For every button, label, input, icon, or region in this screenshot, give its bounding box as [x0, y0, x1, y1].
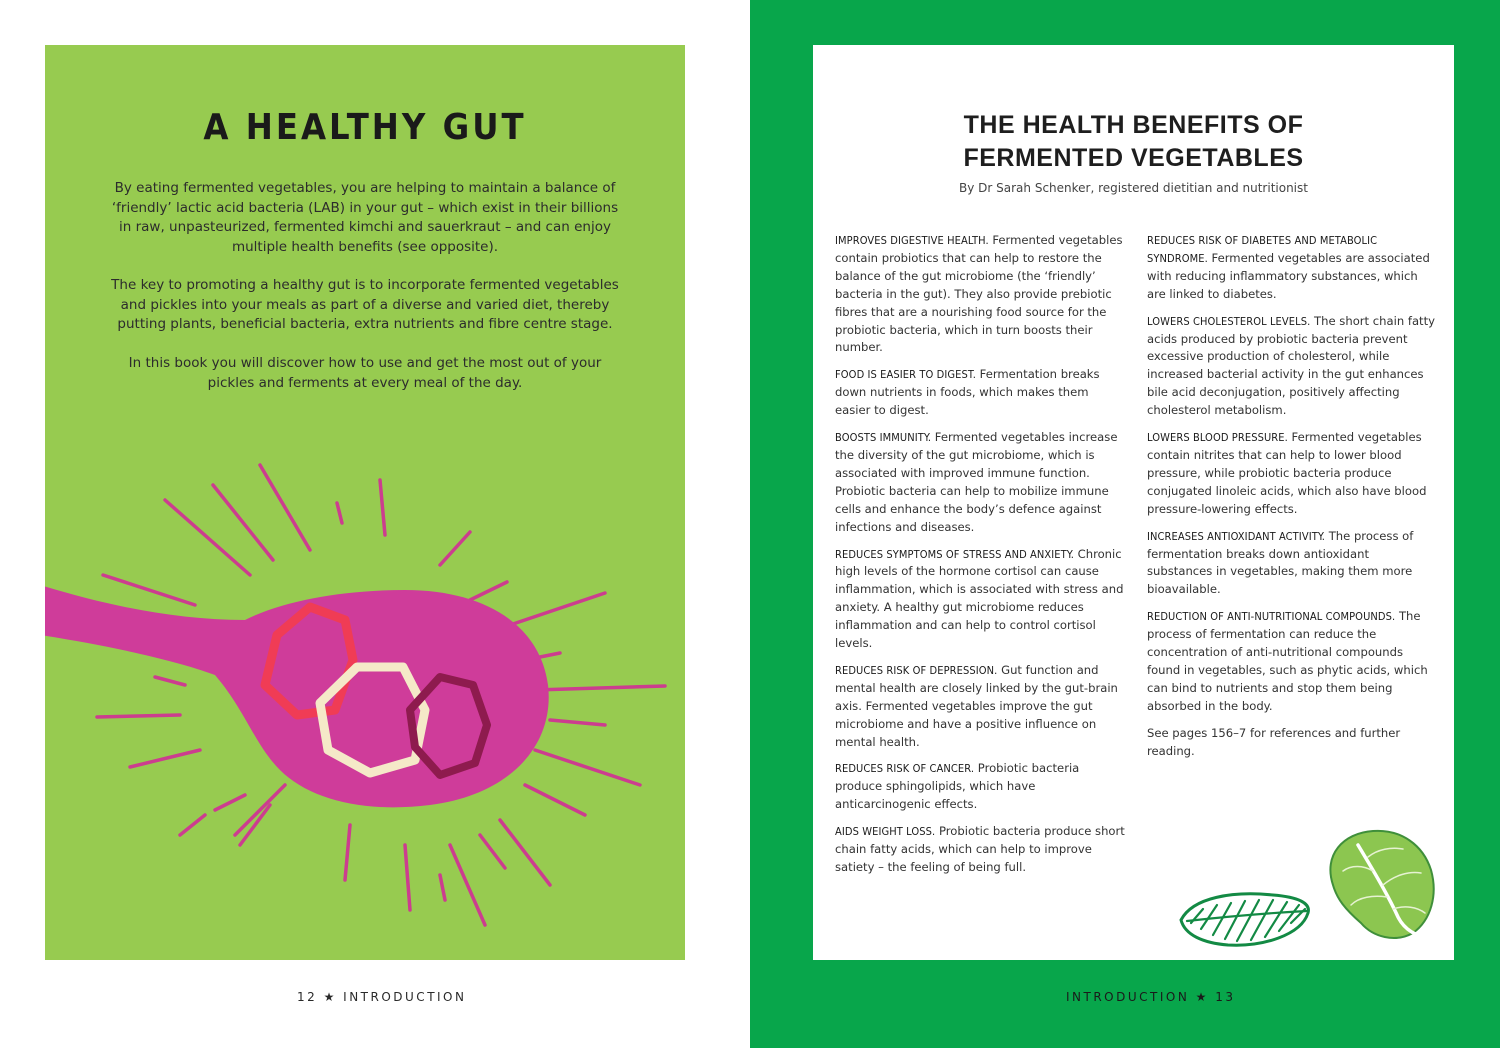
intro-paragraph: In this book you will discover how to use and get the most out of your pickles and ferments at every meal of the day.: [128, 355, 602, 391]
light-green-leaf: [1330, 831, 1433, 939]
benefit-item: [1147, 608, 1437, 715]
byline: By Dr Sarah Schenker, registered dietitian and nutritionist: [959, 181, 1308, 195]
intro-paragraph: The key to promoting a healthy gut is to incorporate fermented vegetables and pickles into your meals as part of a diverse and varied diet, thereby putting plants, beneficial bacteria, extra nutrients and fibre centre stage.: [111, 277, 619, 332]
benefits-column-left: [835, 232, 1125, 886]
benefit-item: [1147, 313, 1437, 420]
left-green-panel: [45, 45, 685, 960]
benefit-text: Fermentation breaks down nutrients in foods, which makes them easier to digest.: [835, 367, 1100, 418]
benefit-text: Fermented vegetables contain probiotics that can help to restore the balance of the gut microbiome (the ‘friendly’ bacteria in the gut). They also provide prebiotic fibres that are a nourishing food source for the probiotic bacteria, which in turn boosts their number.: [835, 233, 1123, 355]
references-text: See pages 156–7 for references and further reading.: [1147, 725, 1401, 758]
references-note: [1147, 725, 1437, 761]
benefit-heading: REDUCES RISK OF DEPRESSION.: [835, 663, 998, 677]
benefit-heading: AIDS WEIGHT LOSS.: [835, 825, 936, 839]
benefit-heading: INCREASES ANTIOXIDANT ACTIVITY.: [1147, 529, 1326, 543]
benefit-text: The short chain fatty acids produced by probiotic bacteria prevent excessive production of cholesterol, while increased bacterial activity in the gut enhances bile acid deconjugation, positively affecting cholesterol metabolism.: [1147, 313, 1436, 418]
benefit-item: [835, 546, 1125, 653]
benefit-heading: REDUCES RISK OF CANCER.: [835, 762, 975, 776]
benefit-item: [835, 429, 1125, 536]
cabbage-leaves-illustration: [1173, 825, 1443, 955]
benefit-heading: BOOSTS IMMUNITY.: [835, 431, 932, 445]
page-footer: INTRODUCTION ★ 13: [1066, 990, 1236, 1004]
benefit-item: [835, 366, 1125, 420]
benefit-item: [835, 232, 1125, 357]
benefit-item: [1147, 232, 1437, 304]
benefit-heading: REDUCES RISK OF DIABETES AND METABOLIC SYNDROME.: [1147, 234, 1378, 265]
benefit-item: [835, 662, 1125, 752]
right-page: [750, 0, 1500, 1048]
benefit-heading: REDUCES SYMPTOMS OF STRESS AND ANXIETY.: [835, 547, 1074, 561]
page-title: A HEALTHY GUT: [203, 107, 527, 148]
benefit-text: Probiotic bacteria produce short chain fatty acids, which can help to improve satiety – the feeling of being full.: [835, 824, 1125, 874]
right-white-panel: [813, 45, 1454, 960]
benefit-heading: LOWERS BLOOD PRESSURE.: [1147, 431, 1288, 445]
benefit-heading: IMPROVES DIGESTIVE HEALTH.: [835, 234, 989, 247]
benefit-text: Gut function and mental health are closely linked by the gut-brain axis. Fermented vegetables improve the gut microbiome and have a positive influence on mental health.: [835, 662, 1118, 749]
benefit-item: [1147, 429, 1437, 519]
benefit-heading: LOWERS CHOLESTEROL LEVELS.: [1147, 314, 1311, 328]
benefit-text: Fermented vegetables are associated with reducing inflammatory substances, which are linked to diabetes.: [1147, 250, 1430, 301]
benefit-item: [835, 760, 1125, 814]
benefit-heading: REDUCTION OF ANTI-NUTRITIONAL COMPOUNDS.: [1147, 610, 1396, 624]
section-title: [813, 109, 1454, 175]
benefit-heading: FOOD IS EASIER TO DIGEST.: [835, 368, 976, 382]
section-title-line: FERMENTED VEGETABLES: [963, 144, 1304, 172]
benefit-text: Fermented vegetables contain nitrites that can help to lower blood pressure, while probiotic bacteria produce conjugated linoleic acids, which also have blood pressure-lowering effects.: [1147, 430, 1427, 516]
benefit-item: [1147, 528, 1437, 600]
benefits-column-right: [1147, 232, 1437, 769]
section-title-line: THE HEALTH BENEFITS OF: [963, 111, 1304, 139]
intro-paragraph: By eating fermented vegetables, you are helping to maintain a balance of ‘friendly’ lactic acid bacteria (LAB) in your gut – which exist in their billions in raw, unpasteurized, fermented kimchi and sauerkraut – and can enjoy multiple health benefits (see opposite).: [111, 180, 619, 255]
page-footer: 12 ★ INTRODUCTION: [297, 990, 467, 1004]
benefit-item: [835, 823, 1125, 877]
benefit-text: Chronic high levels of the hormone cortisol can cause inflammation, which is associated with stress and anxiety. A healthy gut microbiome reduces inflammation and can help to control cortisol levels.: [835, 546, 1124, 651]
benefit-text: Probiotic bacteria produce sphingolipids, which have anticarcinogenic effects.: [835, 761, 1080, 812]
benefit-text: The process of fermentation breaks down antioxidant substances in vegetables, making them more bioavailable.: [1147, 528, 1414, 597]
benefit-text: The process of fermentation can reduce the concentration of anti-nutritional compounds found in vegetables, such as phytic acids, which can bind to nutrients and stop them being absorbed in the body.: [1147, 609, 1428, 713]
dark-green-leaf: [1181, 894, 1308, 945]
benefit-text: Fermented vegetables increase the diversity of the gut microbiome, which is associated with improved immune function. Probiotic bacteria can help to mobilize immune cells and enhance the body’s defence against infections and diseases.: [835, 430, 1118, 534]
